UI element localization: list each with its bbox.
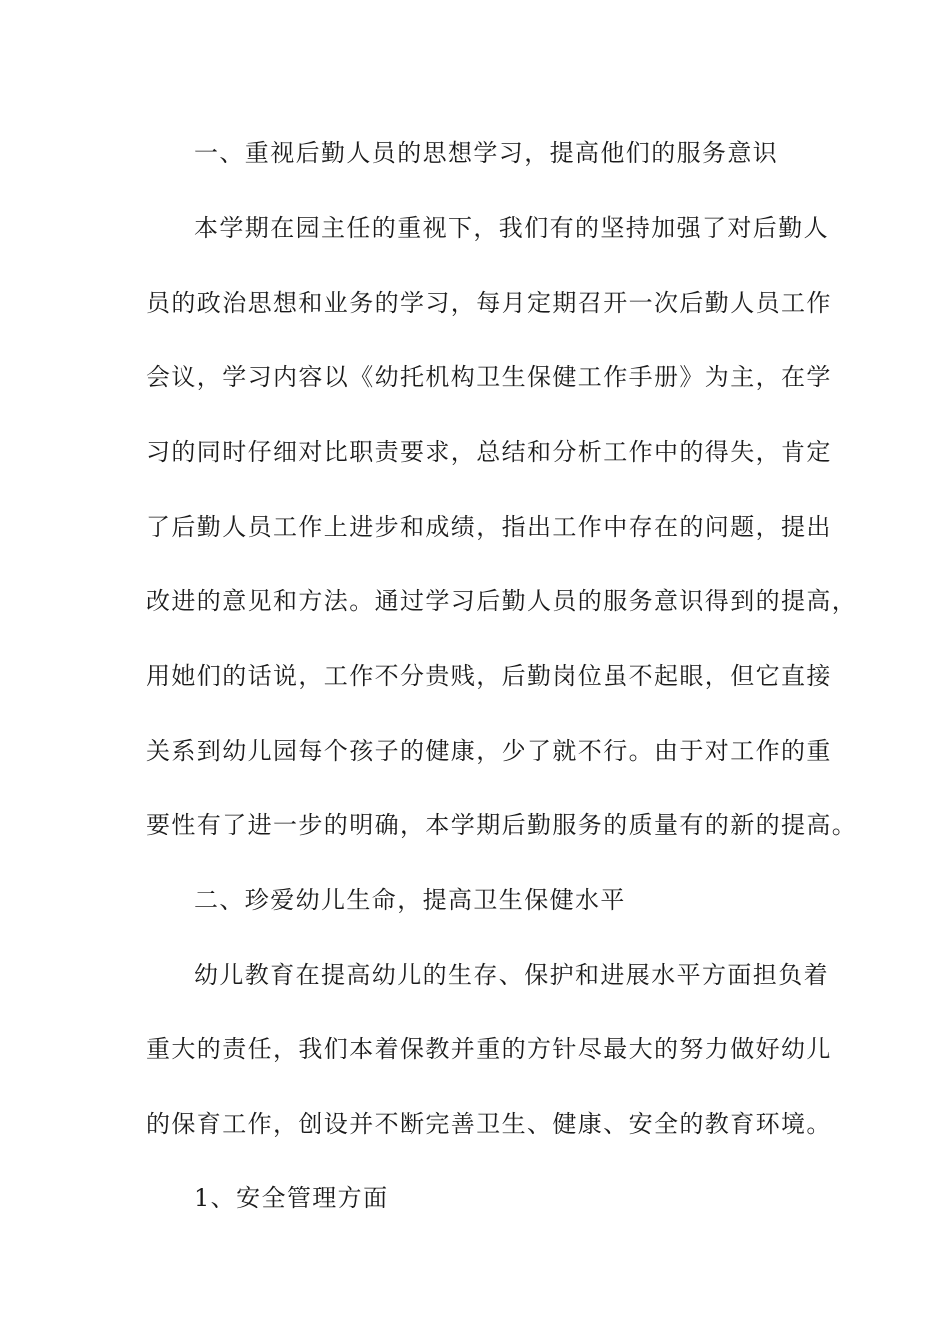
paragraph-line: 重大的责任，我们本着保教并重的方针尽最大的努力做好幼儿 [146, 1035, 832, 1063]
paragraph-line: 关系到幼儿园每个孩子的健康，少了就不行。由于对工作的重 [146, 737, 832, 765]
paragraph-line: 习的同时仔细对比职责要求，总结和分析工作中的得失，肯定 [146, 438, 832, 466]
section-heading-2: 二、珍爱幼儿生命，提高卫生保健水平 [194, 886, 626, 914]
paragraph-line: 了后勤人员工作上进步和成绩，指出工作中存在的问题，提出 [146, 513, 832, 541]
paragraph-line: 本学期在园主任的重视下，我们有的坚持加强了对后勤人 [194, 214, 829, 242]
paragraph-line: 员的政治思想和业务的学习，每月定期召开一次后勤人员工作 [146, 289, 832, 317]
paragraph-line: 幼儿教育在提高幼儿的生存、保护和进展水平方面担负着 [194, 961, 829, 989]
section-heading-1: 一、重视后勤人员的思想学习，提高他们的服务意识 [194, 139, 779, 167]
paragraph-line: 的保育工作，创设并不断完善卫生、健康、安全的教育环境。 [146, 1110, 832, 1138]
paragraph-line: 会议，学习内容以《幼托机构卫生保健工作手册》为主，在学 [146, 363, 832, 391]
paragraph-line: 改进的意见和方法。通过学习后勤人员的服务意识得到的提高， [146, 587, 858, 615]
paragraph-line: 用她们的话说，工作不分贵贱，后勤岗位虽不起眼，但它直接 [146, 662, 832, 690]
section-heading-3: 1、安全管理方面 [194, 1184, 389, 1212]
paragraph-line: 要性有了进一步的明确，本学期后勤服务的质量有的新的提高。 [146, 811, 858, 839]
